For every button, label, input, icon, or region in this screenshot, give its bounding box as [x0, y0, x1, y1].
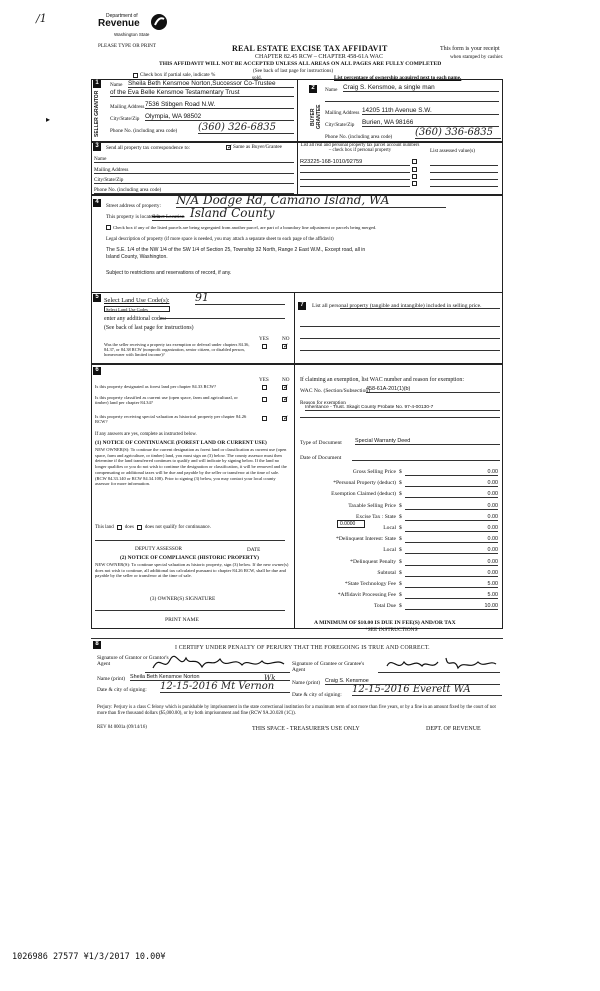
- grantee-signature-label: Signature of Grantee or Grantee's Agent: [292, 661, 365, 673]
- tax-row: [300, 580, 500, 590]
- tax-row-value[interactable]: 0.00: [405, 514, 498, 521]
- tax-row-currency: $: [399, 581, 402, 587]
- tax-row-value[interactable]: 0.00: [405, 536, 498, 543]
- parcel-checkbox-4[interactable]: [412, 181, 417, 186]
- tax-row-label: Total Due: [373, 603, 396, 610]
- tax-row-label: Subtotal: [377, 569, 396, 576]
- buyer-mailing[interactable]: 14205 11th Avenue S.W.: [362, 107, 499, 115]
- tax-row: [300, 569, 500, 579]
- land-qualify[interactable]: This land does does not qualify for continuance.: [95, 525, 211, 530]
- check-mark-icon: ✓: [283, 395, 289, 403]
- buyer-city[interactable]: Burien, WA 98166: [362, 119, 499, 127]
- tax-row-label: *Delinquent Penalty: [350, 558, 396, 565]
- parties-divider: [297, 79, 298, 142]
- s6-if-yes: If any answers are yes, complete as instructed below.: [95, 432, 197, 437]
- legal-label: Legal description of property (if more space is needed, you may attach a separate sheet to each page of the affidavit): [106, 237, 334, 242]
- does-checkbox[interactable]: [117, 525, 122, 530]
- s6-q2-no[interactable]: [282, 397, 287, 402]
- s3-divider: [297, 142, 298, 195]
- tax-row-label: Taxable Selling Price: [348, 502, 396, 509]
- subject-to[interactable]: Subject to restrictions and reservations of record, if any.: [106, 270, 232, 276]
- doc-date-label: Date of Document: [300, 455, 342, 461]
- seller-name-2[interactable]: of the Eva Belle Kensmoe Testamentary Trust: [110, 89, 294, 97]
- tax-row-currency: $: [399, 525, 402, 531]
- s3-name[interactable]: Name: [94, 156, 294, 163]
- perjury-statement: Perjury: Perjury is a class C felony which is punishable by imprisonment in the state correctional institution for a maximum term of not more than five years, or by a fine in an amount fixed by the court of not more than five thousand dollars ($5,000.00), or by both imprisonment and fine (RCW 9A.20.020 (1C)).: [97, 705, 496, 717]
- s6-q3: Is this property receiving special valuation as historical property per chapter 84.26 RCW?: [95, 414, 247, 424]
- tax-row-label: Excise Tax : State: [355, 513, 396, 520]
- tax-row-value[interactable]: 0.00: [405, 469, 498, 476]
- continuance-text: NEW OWNER(S): To continue the current designation as forest land or classification as current use (open space, farm and agriculture, or timber) land, you must sign on (3) below. The county assessor must then determine if the land transferred continues to qualify and will indicate by signing below. If the land no longer qualifies or you do not wish to continue the designation or classification, it will be removed and the compensating or additional taxes will be due and payable by the seller or transferor at the time of sale. (RCW 84.33.140 or RCW 84.34.108). Prior to signing (3) below, you may contact your local county assessor for more information.: [95, 447, 287, 487]
- s6-q1-yes[interactable]: [262, 385, 267, 390]
- tax-row: [300, 591, 500, 601]
- treasurer-space: THIS SPACE - TREASURER'S USE ONLY: [252, 726, 360, 732]
- warning: THIS AFFIDAVIT WILL NOT BE ACCEPTED UNLESS ALL AREAS ON ALL PAGES ARE FULLY COMPLETED: [159, 61, 442, 67]
- dept-revenue: DEPT. OF REVENUE: [426, 726, 481, 732]
- buyer-name[interactable]: Craig S. Kensmoe, a single man: [343, 84, 499, 92]
- seller-name[interactable]: Sheila Beth Kensmoe Norton,Successor Co-Trustee: [128, 80, 294, 88]
- buyer-phone[interactable]: (360) 336-6835: [415, 127, 501, 139]
- see-back: (See back of last page for instructions): [253, 68, 334, 74]
- tax-row-label: Local: [383, 525, 396, 531]
- tax-row-currency: $: [399, 558, 402, 565]
- wac-value[interactable]: 458-61A-201(1)(b): [366, 386, 500, 393]
- grantee-name[interactable]: Craig S. Kensmoe: [325, 678, 500, 685]
- parcel-checkbox-3[interactable]: [412, 174, 417, 179]
- tax-row-currency: $: [399, 502, 402, 509]
- tax-row: [300, 502, 500, 512]
- tax-row-currency: $: [399, 569, 402, 576]
- segregated-checkbox[interactable]: [106, 225, 111, 230]
- tax-rows: [300, 468, 500, 613]
- revenue-logo-icon: [150, 13, 168, 31]
- tax-row-currency: $: [399, 513, 402, 520]
- parcel-value[interactable]: R23225-168-1010/92759: [300, 159, 363, 165]
- sold-label: sold.: [252, 75, 262, 81]
- personal-property-line-3[interactable]: [300, 338, 500, 339]
- doc-type-value[interactable]: Special Warranty Deed: [355, 438, 500, 445]
- s6-divider: [294, 364, 295, 629]
- grantor-signature-label: Signature of Grantor or Grantor's Agent: [97, 655, 169, 667]
- tax-row-currency: $: [399, 469, 402, 475]
- tax-row-value[interactable]: 0.00: [405, 480, 498, 487]
- grantor-date-city[interactable]: 12-15-2016 Mt Vernon: [160, 681, 290, 693]
- tax-row: [300, 468, 500, 478]
- buyer-name-line-2: [325, 97, 499, 102]
- check-mark-icon: ✓: [227, 142, 233, 151]
- tax-row-label: *State Technology Fee: [344, 581, 396, 587]
- tax-row: [300, 546, 500, 556]
- located-line: [152, 220, 252, 221]
- s8-top-rule: [91, 638, 503, 639]
- s6-no: NO: [282, 377, 290, 383]
- historic-title: (2) NOTICE OF COMPLIANCE (HISTORIC PROPERTY): [120, 555, 259, 561]
- grantor-name[interactable]: Sheila Beth Kensmoe Norton: [130, 674, 290, 681]
- tax-row-currency: $: [399, 536, 402, 543]
- buyer-name-label: Name: [325, 87, 338, 93]
- s3-city[interactable]: City/State/Zip: [94, 177, 294, 184]
- personal-property-line-4[interactable]: [300, 350, 500, 351]
- land-use-value[interactable]: 91: [195, 291, 285, 305]
- parcel-checkbox-1[interactable]: [412, 159, 417, 164]
- tax-row: [300, 535, 500, 545]
- owner-signature-label: (3) OWNER(S) SIGNATURE: [150, 596, 216, 602]
- tax-row-currency: $: [399, 480, 402, 487]
- reason-value[interactable]: Inheritance - Trust. Skagit County Probate No. 97-4-00130-7: [305, 405, 500, 411]
- s6-q1: Is this property designated as forest land per chapter 84.33 RCW?: [95, 384, 217, 389]
- wac-label: WAC No. (Section/Subsection): [300, 388, 371, 394]
- deputy-assessor-line[interactable]: [95, 540, 285, 541]
- does-not-checkbox[interactable]: [137, 525, 142, 530]
- buyer-mailing-label: Mailing Address: [325, 110, 360, 116]
- tax-row-currency: $: [399, 547, 402, 554]
- seller-mailing-label: Mailing Address: [110, 104, 145, 110]
- s6-q3-yes[interactable]: [262, 416, 267, 421]
- buyer-city-label: City/State/Zip: [325, 122, 355, 128]
- deputy-assessor-label: DEPUTY ASSESSOR: [135, 546, 182, 552]
- tax-row-label: Gross Selling Price: [352, 469, 396, 475]
- s5-see-back: (See back of last page for instructions): [104, 325, 194, 331]
- s6-q2: Is this property classified as current use (open space, farm and agricultural, or timber) land per chapter 84.34?: [95, 395, 238, 405]
- land-use-select[interactable]: Select Land Use Codes: [104, 306, 170, 312]
- minimum-note: A MINIMUM OF $10.00 IS DUE IN FEE(S) AND/OR TAX: [314, 620, 456, 626]
- segregated[interactable]: Check box if any of the listed parcels are being segregated from another parcel, are part of a boundary line adjustment or parcels being merged.: [106, 225, 376, 230]
- s6-q2-yes[interactable]: [262, 397, 267, 402]
- historic-text: NEW OWNER(S): To continue special valuation as historic property, sign (3) below. If the new owner(s) does not wish to continue, all additional tax calculated pursuant to chapter 84.26 RCW, shall be due and payable by the seller or transferor at the time of sale.: [95, 562, 289, 579]
- parcel-checkbox-2[interactable]: [412, 167, 417, 172]
- personal-property-line-2[interactable]: [300, 326, 500, 327]
- doc-type-label: Type of Document: [300, 440, 342, 446]
- grantor-date-label: Date & city of signing:: [97, 687, 147, 693]
- tax-row-value[interactable]: 10.00: [405, 603, 498, 610]
- seller-name-label: Name: [110, 82, 123, 88]
- tax-row-label: *Personal Property (deduct): [333, 480, 396, 487]
- tax-row-currency: $: [399, 491, 402, 498]
- tax-row-label: *Affidavit Processing Fee: [337, 592, 396, 599]
- check-mark-icon: ✓: [283, 342, 289, 350]
- continuance-title: (1) NOTICE OF CONTINUANCE (FOREST LAND OR CURRENT USE): [95, 440, 267, 446]
- tax-row: [300, 479, 500, 489]
- page-title: REAL ESTATE EXCISE TAX AFFIDAVIT: [232, 44, 388, 53]
- grantor-name-label: Name (print): [97, 676, 125, 682]
- s5-yes: YES: [259, 336, 269, 342]
- s5-no-checkbox[interactable]: [282, 344, 287, 349]
- tax-row-value[interactable]: 5.00: [405, 592, 498, 599]
- tax-row-currency: $: [399, 592, 402, 599]
- grantee-signature: [384, 654, 498, 674]
- rev-number: REV 84 0001a (09/14/16): [97, 725, 147, 730]
- check-mark-icon: ✓: [283, 383, 289, 391]
- see-instructions: *SEE INSTRUCTIONS: [365, 627, 418, 633]
- tax-row-value[interactable]: 0.00: [405, 559, 498, 566]
- tax-row-label: Local: [383, 547, 396, 554]
- additional-codes-field[interactable]: [160, 318, 285, 319]
- legal-description[interactable]: The S.E. 1/4 of the NW 1/4 of the SW 1/4 of Section 25, Township 32 North, Range 2 East W.M., Except road, all in: [106, 247, 366, 253]
- assessor-date-label: DATE: [247, 547, 261, 553]
- s5-divider: [294, 292, 295, 364]
- receipt-note-2: when stamped by cashier.: [450, 54, 504, 60]
- section-4-number: 4: [93, 199, 101, 207]
- s3-phone[interactable]: Phone No. (including area code): [94, 187, 294, 194]
- ownership-label: List percentage of ownership acquired next to each name.: [334, 75, 462, 81]
- chapter: CHAPTER 82.45 RCW – CHAPTER 458-61A WAC: [255, 54, 383, 60]
- receipt-note: This form is your receipt: [440, 46, 500, 52]
- exemption-label: If claiming an exemption, list WAC number and reason for exemption:: [300, 377, 464, 383]
- assessed-header: List assessed value(s): [430, 148, 475, 154]
- tax-row-label: *Delinquent Interest: State: [336, 536, 396, 543]
- tax-row: [300, 558, 500, 568]
- margin-mark: ▸: [46, 115, 51, 124]
- owner-signature-line[interactable]: [95, 610, 285, 611]
- tax-row: [300, 602, 500, 612]
- additional-codes-label: enter any additional codes:: [104, 316, 167, 322]
- seller-city[interactable]: Olympia, WA 98502: [145, 113, 294, 121]
- local-rate[interactable]: 0.0000: [337, 520, 365, 528]
- partial-sale-checkbox[interactable]: [133, 73, 138, 78]
- grantee-date-city[interactable]: 12-15-2016 Everett WA: [352, 684, 502, 696]
- buyer-side-label: BUYER GRANTEE: [310, 104, 322, 130]
- section-3-number: 3: [93, 143, 101, 151]
- s5-no: NO: [282, 336, 290, 342]
- s5-question: Was the seller receiving a property tax exemption or deferral under chapters 84.36, 84.37, or 84.38 RCW (nonprofit organization, senior citizen, or disabled person, homeowner with limited income)?: [104, 342, 250, 357]
- s6-q1-no[interactable]: [282, 385, 287, 390]
- print-name-label: PRINT NAME: [165, 617, 199, 623]
- seller-phone-label: Phone No. (including area code): [110, 128, 178, 134]
- tax-row-value[interactable]: 0.00: [405, 525, 498, 532]
- tax-row: [300, 513, 500, 523]
- reason-label: Reason for exemption: [300, 400, 346, 406]
- section-7-number: 7: [298, 302, 306, 310]
- grantee-date-label: Date & city of signing:: [292, 692, 342, 698]
- located-struck: Select Location: [152, 214, 185, 220]
- section-6-number: 6: [93, 367, 101, 375]
- tax-row-label: Exemption Claimed (deduct): [331, 491, 396, 498]
- seller-phone[interactable]: (360) 326-6835: [198, 122, 294, 134]
- seller-mailing[interactable]: 7536 Stibgen Road N.W.: [145, 101, 294, 109]
- tax-row-value[interactable]: 0.00: [405, 547, 498, 554]
- send-correspondence-label: Send all property tax correspondence to:: [106, 145, 190, 151]
- check-mark-icon: ✓: [283, 414, 289, 422]
- section-5-number: 5: [93, 294, 101, 302]
- tax-row-value[interactable]: 0.00: [405, 491, 498, 498]
- street-value[interactable]: N/A Dodge Rd, Camano Island, WA: [176, 193, 446, 208]
- grantee-name-label: Name (print): [292, 680, 320, 686]
- land-use-label: Select Land Use Code(s):: [104, 297, 170, 304]
- reason-line-2[interactable]: [300, 417, 500, 418]
- s5-yes-checkbox[interactable]: [262, 344, 267, 349]
- section-1-number: 1: [93, 80, 101, 88]
- recording-stamp: 1026986 27577 ¥1/3/2017 10.00¥: [12, 952, 166, 962]
- parcel-header: List all real and personal property tax parcel account numbers – check box if personal property: [300, 143, 420, 153]
- tax-row: [300, 524, 500, 534]
- logo: Department of Revenue Washington State: [98, 13, 170, 41]
- grantor-signature: [150, 652, 290, 674]
- personal-property-line-1[interactable]: [340, 308, 500, 309]
- corner-mark: /1: [36, 12, 47, 25]
- tax-row: [300, 490, 500, 500]
- seller-side-label: SELLER GRANTOR: [94, 90, 100, 138]
- same-as-buyer[interactable]: ✓ Same as Buyer/Grantee: [227, 142, 282, 151]
- tax-row-currency: $: [399, 603, 402, 610]
- tax-row-value[interactable]: 0.00: [405, 503, 498, 510]
- tax-row-value[interactable]: 0.00: [405, 570, 498, 577]
- same-as-buyer-checkbox[interactable]: [226, 142, 233, 151]
- please-type: PLEASE TYPE OR PRINT: [98, 43, 156, 49]
- parcel-rows: [300, 165, 498, 193]
- certify-statement: I CERTIFY UNDER PENALTY OF PERJURY THAT THE FOREGOING IS TRUE AND CORRECT.: [175, 645, 430, 651]
- section-2-number: 2: [309, 85, 317, 93]
- located-value[interactable]: Island County: [190, 206, 275, 220]
- section-4-box: [91, 195, 503, 292]
- s6-q3-no[interactable]: [282, 416, 287, 421]
- s3-mailing[interactable]: Mailing Address: [94, 167, 294, 174]
- legal-description-2[interactable]: Island County, Washington.: [106, 254, 168, 260]
- seller-city-label: City/State/Zip: [110, 116, 140, 122]
- grantor-date-extra: Wk: [264, 674, 276, 682]
- buyer-phone-label: Phone No. (including area code): [325, 134, 393, 140]
- section-8-number: 8: [93, 641, 101, 649]
- personal-property-label: List all personal property (tangible and intangible) included in selling price.: [312, 303, 482, 309]
- street-label: Street address of property:: [106, 203, 161, 209]
- partial-sale[interactable]: Check box if partial sale, indicate %: [133, 72, 215, 78]
- located-label: This property is located in: [106, 214, 161, 220]
- s6-yes: YES: [259, 377, 269, 383]
- doc-date-value[interactable]: [352, 460, 500, 461]
- tax-row-value[interactable]: 5.00: [405, 581, 498, 588]
